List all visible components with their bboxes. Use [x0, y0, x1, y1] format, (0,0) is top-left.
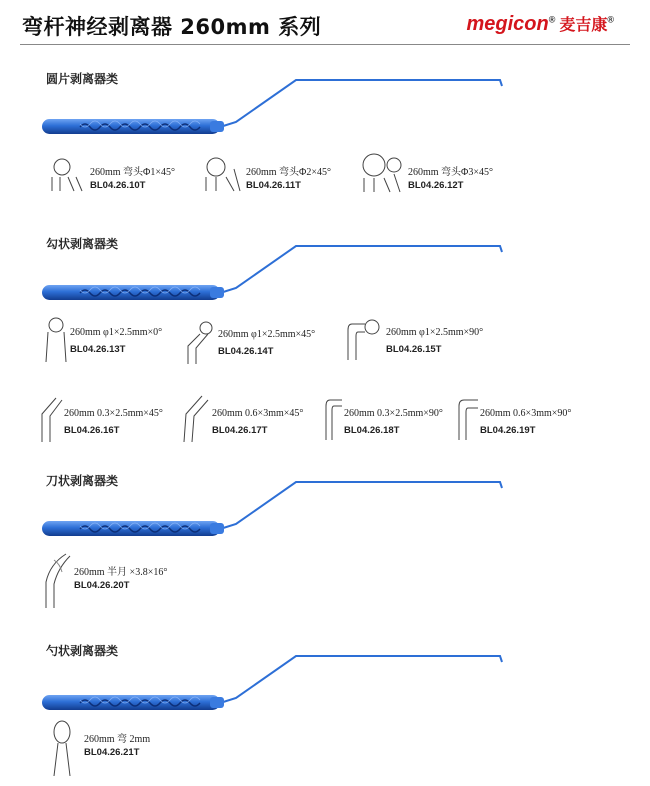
- product-code: BL04.26.12T: [408, 180, 464, 191]
- tip-icon-hook-3: [346, 318, 382, 362]
- section-title-spoon: 勺状剥离器类: [46, 644, 119, 658]
- brand-cn: 麦吉康: [559, 15, 608, 34]
- spec-text: 260mm 0.3×2.5mm×90°: [344, 408, 443, 419]
- tip-icon-hook-6: [322, 396, 346, 444]
- spec-text: 260mm 0.6×3mm×90°: [480, 408, 572, 419]
- instrument-image-knife: [40, 474, 510, 544]
- spec-text: 260mm 0.3×2.5mm×45°: [64, 408, 163, 419]
- instrument-image-round: [40, 72, 510, 142]
- spec-text: 260mm 弯 2mm: [84, 734, 151, 745]
- header-rule: [20, 44, 630, 45]
- tip-icon-spoon: [48, 720, 78, 778]
- section-title-round: 圆片剥离器类: [46, 72, 119, 86]
- spec-text: 260mm φ1×2.5mm×45°: [218, 329, 316, 340]
- brand-logo: [466, 12, 614, 36]
- spec-text: 260mm φ1×2.5mm×0°: [70, 327, 163, 338]
- page-title: 弯杆神经剥离器 260mm 系列: [22, 15, 322, 39]
- product-code: BL04.26.20T: [74, 580, 130, 591]
- section-title-hook: 勾状剥离器类: [46, 237, 119, 251]
- instrument-image-hook: [40, 238, 510, 308]
- page-header: [0, 0, 650, 52]
- instrument-image-spoon: [40, 648, 510, 718]
- spec-text: 260mm 半月 ×3.8×16°: [74, 567, 168, 578]
- registered-mark-2: ®: [607, 14, 614, 25]
- tip-icon-round-2: [202, 155, 242, 195]
- product-code: BL04.26.16T: [64, 425, 120, 436]
- tip-icon-knife: [40, 552, 74, 610]
- tip-icon-round-1: [48, 155, 84, 195]
- product-code: BL04.26.13T: [70, 344, 126, 355]
- product-code: BL04.26.11T: [246, 180, 301, 191]
- product-code: BL04.26.19T: [480, 425, 536, 436]
- spec-text: 260mm 弯头Φ1×45°: [90, 167, 176, 178]
- tip-icon-hook-4: [36, 396, 66, 444]
- tip-icon-hook-5: [180, 394, 212, 444]
- product-code: BL04.26.15T: [386, 344, 442, 355]
- tip-icon-hook-1: [42, 316, 72, 364]
- product-code: BL04.26.17T: [212, 425, 268, 436]
- product-code: BL04.26.10T: [90, 180, 146, 191]
- product-code: BL04.26.14T: [218, 346, 274, 357]
- spec-text: 260mm 弯头Φ3×45°: [408, 167, 494, 178]
- tip-icon-round-3: [360, 152, 404, 194]
- brand-latin: megicon: [466, 13, 549, 35]
- tip-icon-hook-7: [456, 396, 482, 444]
- spec-text: 260mm φ1×2.5mm×90°: [386, 327, 484, 338]
- spec-text: 260mm 弯头Φ2×45°: [246, 167, 332, 178]
- registered-mark-1: ®: [548, 14, 556, 25]
- section-title-knife: 刀状剥离器类: [46, 474, 119, 488]
- product-code: BL04.26.21T: [84, 747, 140, 758]
- product-code: BL04.26.18T: [344, 425, 400, 436]
- spec-text: 260mm 0.6×3mm×45°: [212, 408, 304, 419]
- tip-icon-hook-2: [182, 320, 216, 366]
